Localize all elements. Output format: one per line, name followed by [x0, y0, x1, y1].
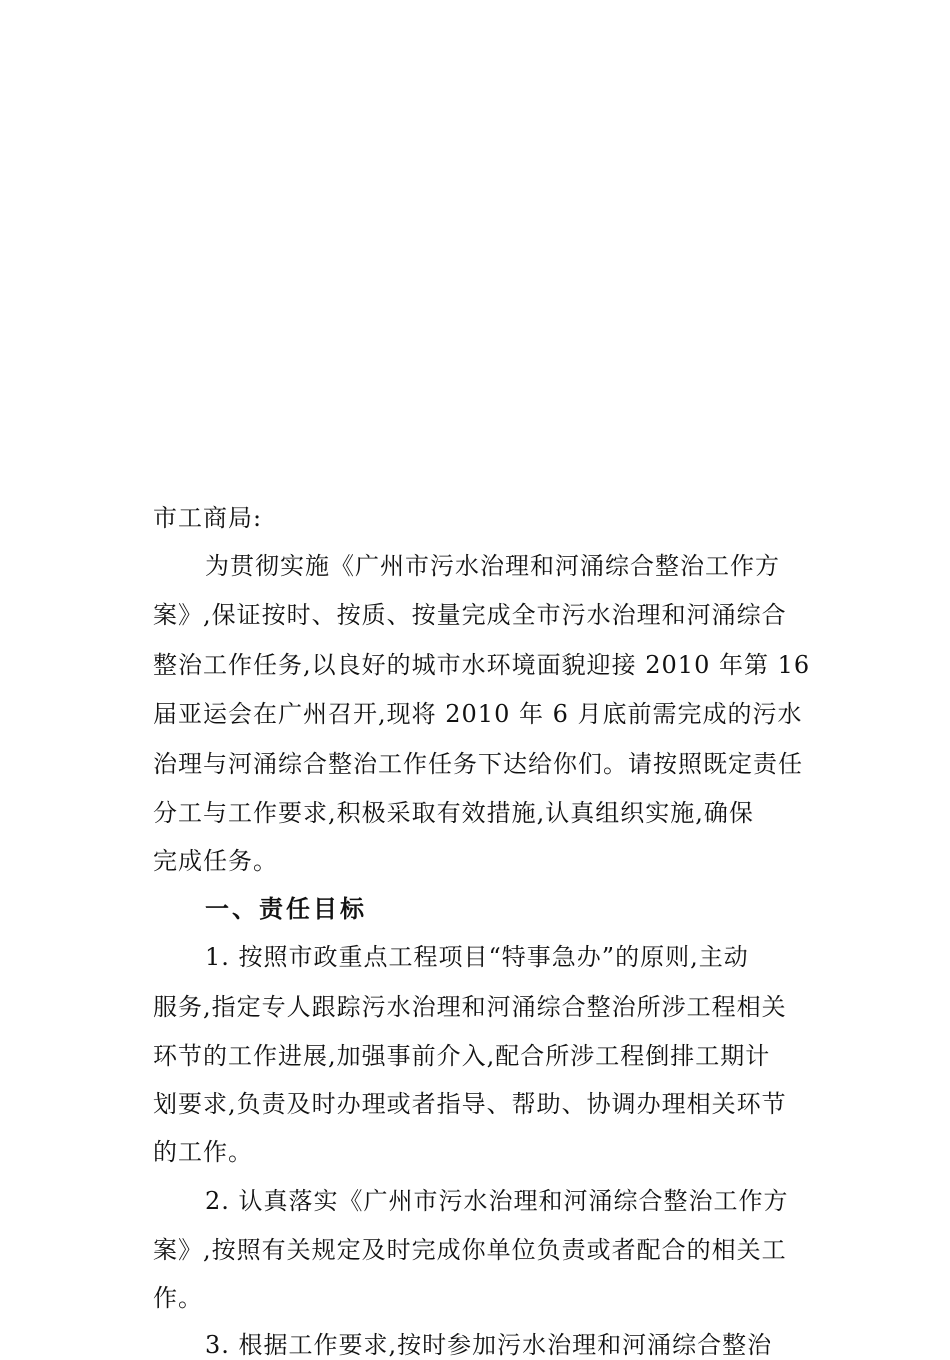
- intro-line: 为贯彻实施《广州市污水治理和河涌综合整治工作方: [205, 552, 780, 580]
- salutation: 市工商局:: [153, 504, 263, 532]
- item1-line: 环节的工作进展,加强事前介入,配合所涉工程倒排工期计: [153, 1042, 771, 1070]
- item1-line: 服务,指定专人跟踪污水治理和河涌综合整治所涉工程相关: [153, 993, 787, 1021]
- item1-line: 的工作。: [153, 1138, 253, 1166]
- item1-line: 划要求,负责及时办理或者指导、帮助、协调办理相关环节: [153, 1090, 787, 1118]
- intro-line: 分工与工作要求,积极采取有效措施,认真组织实施,确保: [153, 799, 754, 827]
- item2-line: 作。: [153, 1284, 203, 1312]
- intro-line: 案》,保证按时、按质、按量完成全市污水治理和河涌综合: [153, 601, 787, 629]
- intro-line: 完成任务。: [153, 847, 278, 875]
- item3-partial-line: 3. 根据工作要求,按时参加污水治理和河涌综合整治: [205, 1331, 773, 1359]
- item1-line: 1. 按照市政重点工程项目“特事急办”的原则,主动: [205, 943, 749, 971]
- intro-line: 届亚运会在广州召开,现将 2010 年 6 月底前需完成的污水: [153, 700, 803, 728]
- item2-line: 案》,按照有关规定及时完成你单位负责或者配合的相关工: [153, 1236, 787, 1264]
- intro-line: 治理与河涌综合整治工作任务下达给你们。请按照既定责任: [153, 750, 803, 778]
- intro-line: 整治工作任务,以良好的城市水环境面貌迎接 2010 年第 16: [153, 651, 811, 679]
- item2-line: 2. 认真落实《广州市污水治理和河涌综合整治工作方: [205, 1187, 789, 1215]
- section-heading: 一、责任目标: [205, 894, 367, 923]
